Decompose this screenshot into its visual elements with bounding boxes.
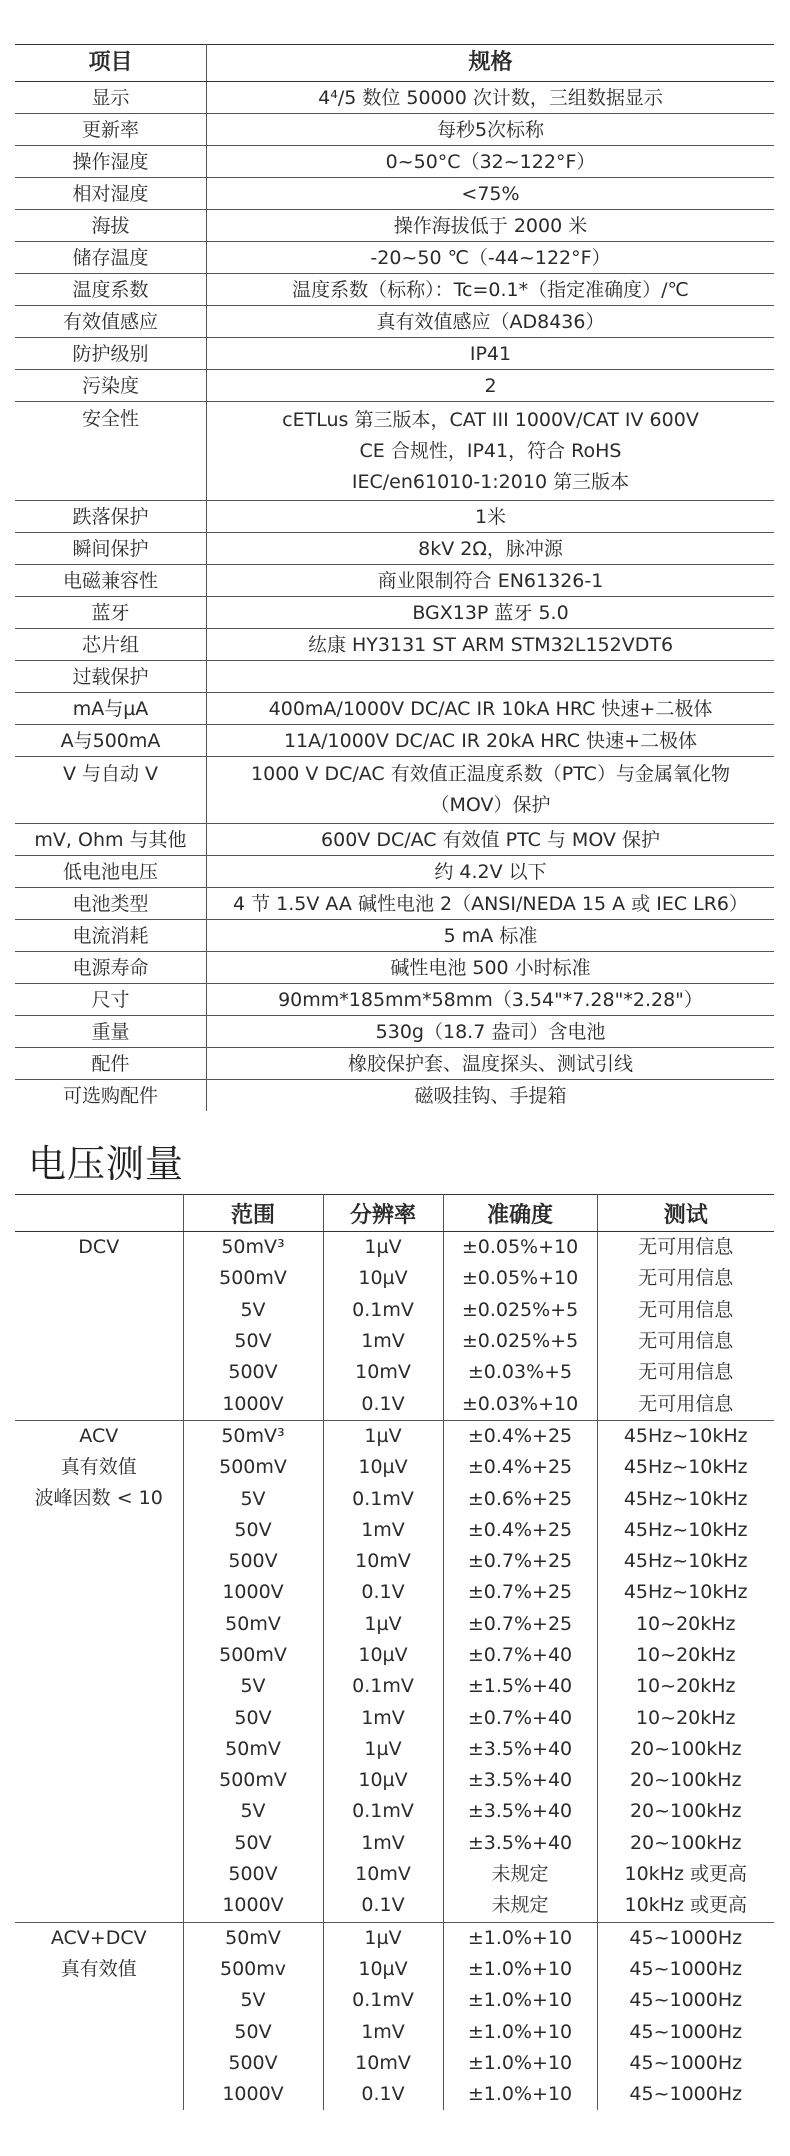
measure-accuracy: ±0.05%+10 xyxy=(443,1232,597,1264)
spec-value-line: 2 xyxy=(484,374,497,397)
measure-test: 45~1000Hz xyxy=(629,2020,743,2043)
measure-test: 10~20kHz xyxy=(635,1612,736,1635)
measure-range: 50V xyxy=(183,1515,323,1546)
measure-range: 1000V xyxy=(183,1577,323,1608)
measure-accuracy: ±1.0%+10 xyxy=(443,1922,597,1954)
measure-accuracy: ±1.0%+10 xyxy=(443,2016,597,2047)
spec-value-line: 11A/1000V DC/AC IR 20kA HRC 快速+二极体 xyxy=(283,729,698,752)
spec-item-value xyxy=(207,402,775,501)
measure-test: 45Hz~10kHz xyxy=(623,1456,748,1479)
spec-value-line: 真有效值感应（AD8436） xyxy=(376,310,605,333)
spec-value-line: IP41 xyxy=(469,342,512,365)
spec-item-label: 储存温度 xyxy=(15,242,207,274)
measure-resolution: 0.1V xyxy=(323,1577,443,1608)
spec-item-label: 海拔 xyxy=(15,210,207,242)
spec-value-line: IEC/en61010-1:2010 第三版本 xyxy=(351,470,630,493)
spec-header-row xyxy=(15,45,774,82)
measure-resolution: 0.1V xyxy=(323,2079,443,2110)
measure-accuracy: ±1.0%+10 xyxy=(443,2079,597,2110)
measure-header-accuracy: 准确度 xyxy=(443,1195,597,1232)
spec-item-label: 电源寿命 xyxy=(15,952,207,984)
measure-test: 无可用信息 xyxy=(638,1361,734,1384)
measure-range: 500mV xyxy=(183,1765,323,1796)
spec-item-value xyxy=(207,306,775,338)
measure-resolution: 1µV xyxy=(323,1922,443,1954)
measure-test: 10~20kHz xyxy=(635,1644,736,1666)
measure-test: 45~1000Hz xyxy=(629,1957,743,1980)
spec-item-value xyxy=(207,984,775,1016)
measure-accuracy: ±3.5%+40 xyxy=(443,1734,597,1765)
measure-test: 45Hz~10kHz xyxy=(623,1487,748,1510)
measure-range: 5V xyxy=(183,1671,323,1702)
spec-item-label: 有效值感应 xyxy=(15,306,207,338)
spec-item-label: 温度系数 xyxy=(15,274,207,306)
measure-range: 500mV xyxy=(183,1640,323,1671)
spec-row xyxy=(15,306,774,338)
measure-resolution: 1mV xyxy=(323,1702,443,1733)
spec-value-line: 约 4.2V 以下 xyxy=(434,860,547,883)
spec-row xyxy=(15,1080,774,1112)
measure-range: 500mV xyxy=(183,1452,323,1483)
spec-value-line: CE 合规性，IP41，符合 RoHS xyxy=(359,439,622,462)
measure-range: 1000V xyxy=(183,1388,323,1420)
spec-item-value xyxy=(207,565,775,597)
measure-resolution: 1µV xyxy=(323,1232,443,1264)
measure-range: 50mV xyxy=(183,1922,323,1954)
measure-range: 50V xyxy=(183,1326,323,1357)
measure-range: 500V xyxy=(183,2048,323,2079)
measure-resolution: 1mV xyxy=(323,1515,443,1546)
measure-accuracy: ±3.5%+40 xyxy=(443,1765,597,1796)
spec-item-value xyxy=(207,338,775,370)
spec-row xyxy=(15,501,774,533)
measure-function-label xyxy=(15,1232,183,1421)
function-label-line: 真有效值 xyxy=(60,1455,137,1478)
spec-header-spec: 规格 xyxy=(207,45,775,82)
spec-item-value xyxy=(207,1080,775,1112)
measure-range: 500V xyxy=(183,1859,323,1890)
spec-value-line: 4 节 1.5V AA 碱性电池 2（ANSI/NEDA 15 A 或 IEC LR6） xyxy=(232,892,749,915)
measure-test: 10~20kHz xyxy=(635,1675,736,1698)
spec-item-value xyxy=(207,597,775,629)
spec-item-label: 防护级别 xyxy=(15,338,207,370)
spec-item-value xyxy=(207,242,775,274)
spec-item-value xyxy=(207,274,775,306)
spec-item-value xyxy=(207,533,775,565)
spec-row xyxy=(15,178,774,210)
measure-resolution: 10µV xyxy=(323,1765,443,1796)
measure-range: 5V xyxy=(183,1985,323,2016)
measure-accuracy: ±1.5%+40 xyxy=(443,1671,597,1702)
spec-item-value xyxy=(207,146,775,178)
measure-row xyxy=(15,1420,774,1452)
measure-test: 20~100kHz xyxy=(629,1769,742,1792)
spec-item-value xyxy=(207,856,775,888)
measure-range: 50mV xyxy=(183,1734,323,1765)
measure-accuracy: ±0.7%+25 xyxy=(443,1609,597,1640)
measure-resolution: 10mV xyxy=(323,2048,443,2079)
measure-accuracy: 未规定 xyxy=(443,1859,597,1890)
measure-accuracy: ±0.03%+10 xyxy=(443,1388,597,1420)
measure-resolution: 10µV xyxy=(323,1954,443,1985)
function-label-line: ACV xyxy=(79,1424,119,1447)
spec-value-line: 1000 V DC/AC 有效值正温度系数（PTC）与金属氧化物 xyxy=(251,763,730,785)
measure-test: 20~100kHz xyxy=(629,1737,742,1760)
measure-test: 10kHz 或更高 xyxy=(624,1894,747,1917)
spec-value-line: 600V DC/AC 有效值 PTC 与 MOV 保护 xyxy=(321,828,660,851)
measure-resolution: 10µV xyxy=(323,1263,443,1294)
spec-row xyxy=(15,402,774,501)
measure-accuracy: ±0.4%+25 xyxy=(443,1452,597,1483)
spec-row xyxy=(15,82,774,114)
spec-row xyxy=(15,597,774,629)
spec-item-label: 蓝牙 xyxy=(15,597,207,629)
spec-row xyxy=(15,242,774,274)
measure-test: 20~100kHz xyxy=(629,1800,742,1823)
spec-value-line: 400mA/1000V DC/AC IR 10kA HRC 快速+二极体 xyxy=(268,697,713,720)
spec-item-value xyxy=(207,114,775,146)
measure-resolution: 1mV xyxy=(323,1326,443,1357)
spec-item-label: 尺寸 xyxy=(15,984,207,1016)
measure-resolution: 0.1V xyxy=(323,1388,443,1420)
measure-resolution: 10µV xyxy=(323,1640,443,1671)
spec-item-label: A与500mA xyxy=(15,725,207,757)
measure-accuracy: ±0.4%+25 xyxy=(443,1420,597,1452)
measure-row xyxy=(15,1232,774,1264)
function-label-line: DCV xyxy=(78,1236,120,1258)
measure-test: 45~1000Hz xyxy=(597,1922,774,1954)
spec-item-value xyxy=(207,370,775,402)
measure-test: 无可用信息 xyxy=(638,1236,734,1259)
measure-accuracy: ±0.7%+40 xyxy=(443,1640,597,1671)
spec-item-label: mV, Ohm 与其他 xyxy=(15,824,207,856)
measure-range: 500V xyxy=(183,1357,323,1388)
spec-item-value xyxy=(207,725,775,757)
measure-range: 50mV xyxy=(183,1609,323,1640)
spec-item-value xyxy=(207,757,775,824)
measure-range: 500mv xyxy=(183,1954,323,1985)
measure-header-function xyxy=(15,1195,183,1232)
spec-item-value xyxy=(207,1048,775,1080)
spec-item-label: 可选购配件 xyxy=(15,1080,207,1112)
measure-resolution: 0.1mV xyxy=(323,1671,443,1702)
spec-row xyxy=(15,146,774,178)
spec-item-label: 电池类型 xyxy=(15,888,207,920)
spec-row xyxy=(15,1048,774,1080)
spec-row xyxy=(15,856,774,888)
spec-value-line: cETLus 第三版本，CAT III 1000V/CAT IV 600V xyxy=(282,408,699,431)
spec-item-label: 显示 xyxy=(15,82,207,114)
measure-range: 5V xyxy=(183,1295,323,1326)
spec-row xyxy=(15,565,774,597)
measure-test: 45~1000Hz xyxy=(629,1989,743,2012)
measure-resolution: 0.1V xyxy=(323,1890,443,1922)
measure-range: 5V xyxy=(183,1483,323,1514)
spec-value-line: 0~50°C（32~122°F） xyxy=(385,150,596,173)
measure-accuracy: ±0.4%+25 xyxy=(443,1515,597,1546)
spec-item-value xyxy=(207,210,775,242)
spec-value-line: <75% xyxy=(461,182,520,205)
measure-test: 无可用信息 xyxy=(638,1298,734,1321)
measure-range: 1000V xyxy=(183,2079,323,2110)
measure-resolution: 0.1mV xyxy=(323,1295,443,1326)
measure-test: 无可用信息 xyxy=(638,1330,734,1353)
measure-range: 50mV³ xyxy=(183,1232,323,1264)
measure-resolution: 1mV xyxy=(323,1828,443,1859)
measure-function-label xyxy=(15,1420,183,1922)
spec-row xyxy=(15,370,774,402)
measure-resolution: 0.1mV xyxy=(323,1985,443,2016)
spec-row xyxy=(15,1016,774,1048)
spec-header-item: 项目 xyxy=(15,45,207,82)
spec-row xyxy=(15,629,774,661)
measure-test: 10~20kHz xyxy=(635,1706,736,1729)
spec-value-line: 5 mA 标准 xyxy=(443,924,538,947)
measure-range: 50V xyxy=(183,2016,323,2047)
spec-item-value xyxy=(207,1016,775,1048)
measure-test: 45~1000Hz xyxy=(629,2083,743,2106)
spec-value-line: （MOV）保护 xyxy=(430,794,551,816)
spec-row xyxy=(15,888,774,920)
spec-item-label: 更新率 xyxy=(15,114,207,146)
measure-header-test: 测试 xyxy=(597,1195,774,1232)
measure-accuracy: ±0.6%+25 xyxy=(443,1483,597,1514)
spec-item-value xyxy=(207,888,775,920)
spec-row xyxy=(15,661,774,693)
spec-item-value xyxy=(207,82,775,114)
spec-item-label: 瞬间保护 xyxy=(15,533,207,565)
measure-test: 20~100kHz xyxy=(629,1831,742,1854)
spec-row xyxy=(15,693,774,725)
spec-value-line: 530g（18.7 盎司）含电池 xyxy=(375,1020,606,1043)
spec-item-label: 重量 xyxy=(15,1016,207,1048)
spec-value-line: 温度系数（标称）：Tc=0.1*（指定准确度）/℃ xyxy=(292,278,689,301)
spec-item-label: 跌落保护 xyxy=(15,501,207,533)
spec-row xyxy=(15,920,774,952)
spec-table xyxy=(15,44,774,1111)
measure-test: 45Hz~10kHz xyxy=(597,1420,774,1452)
spec-row xyxy=(15,533,774,565)
measure-resolution: 0.1mV xyxy=(323,1483,443,1514)
spec-item-label: 低电池电压 xyxy=(15,856,207,888)
spec-row xyxy=(15,725,774,757)
measure-accuracy: ±3.5%+40 xyxy=(443,1796,597,1827)
spec-item-label: 电流消耗 xyxy=(15,920,207,952)
voltage-measurement-table xyxy=(15,1194,774,2110)
spec-row xyxy=(15,210,774,242)
measure-resolution: 0.1mV xyxy=(323,1796,443,1827)
spec-value-line: BGX13P 蓝牙 5.0 xyxy=(412,601,569,624)
measure-resolution: 10mV xyxy=(323,1357,443,1388)
measure-accuracy: ±0.025%+5 xyxy=(443,1326,597,1357)
spec-row xyxy=(15,824,774,856)
measure-test: 45Hz~10kHz xyxy=(623,1550,748,1573)
function-label-line: 波峰因数 < 10 xyxy=(34,1486,163,1509)
spec-row xyxy=(15,274,774,306)
spec-item-label: mA与µA xyxy=(15,693,207,725)
spec-item-value xyxy=(207,952,775,984)
measure-accuracy: ±0.7%+25 xyxy=(443,1546,597,1577)
spec-value-line: 橡胶保护套、温度探头、测试引线 xyxy=(347,1052,633,1075)
measure-range: 50mV³ xyxy=(183,1420,323,1452)
spec-row xyxy=(15,338,774,370)
measure-range: 1000V xyxy=(183,1890,323,1922)
measure-resolution: 10mV xyxy=(323,1546,443,1577)
measure-accuracy: ±0.7%+40 xyxy=(443,1702,597,1733)
measure-header-row xyxy=(15,1195,774,1232)
measure-accuracy: ±0.7%+25 xyxy=(443,1577,597,1608)
spec-item-value xyxy=(207,629,775,661)
spec-value-line: 4⁴/5 数位 50000 次计数，三组数据显示 xyxy=(318,86,663,109)
measure-resolution: 1mV xyxy=(323,2016,443,2047)
measure-test: 45Hz~10kHz xyxy=(623,1581,748,1604)
spec-body xyxy=(15,82,774,1112)
spec-item-label: 电磁兼容性 xyxy=(15,565,207,597)
measure-test: 45~1000Hz xyxy=(629,2051,743,2074)
spec-value-line: 商业限制符合 EN61326-1 xyxy=(377,569,604,592)
measure-header-resolution: 分辨率 xyxy=(323,1195,443,1232)
spec-value-line: 纮康 HY3131 ST ARM STM32L152VDT6 xyxy=(307,633,674,656)
function-label-line: 真有效值 xyxy=(60,1957,137,1980)
spec-item-value xyxy=(207,178,775,210)
spec-item-label: 安全性 xyxy=(15,402,207,501)
spec-item-value xyxy=(207,920,775,952)
measure-accuracy: ±0.03%+5 xyxy=(443,1357,597,1388)
spec-row xyxy=(15,952,774,984)
spec-value-line: -20~50 ℃（-44~122°F） xyxy=(370,246,611,269)
measure-range: 500V xyxy=(183,1546,323,1577)
spec-row xyxy=(15,984,774,1016)
measure-header-range: 范围 xyxy=(183,1195,323,1232)
spec-item-label: 污染度 xyxy=(15,370,207,402)
measure-resolution: 1µV xyxy=(323,1609,443,1640)
measure-accuracy: ±0.05%+10 xyxy=(443,1263,597,1294)
spec-value-line: 磁吸挂钩、手提箱 xyxy=(414,1084,567,1107)
spec-value-line: 1米 xyxy=(474,505,507,528)
measure-range: 500mV xyxy=(183,1263,323,1294)
spec-item-label: 芯片组 xyxy=(15,629,207,661)
section-title: 电压测量 xyxy=(28,1142,185,1186)
spec-item-label: 配件 xyxy=(15,1048,207,1080)
spec-row xyxy=(15,114,774,146)
measure-range: 5V xyxy=(183,1796,323,1827)
spec-item-label: V 与自动 V xyxy=(15,757,207,824)
measure-accuracy: ±1.0%+10 xyxy=(443,2048,597,2079)
measure-accuracy: ±1.0%+10 xyxy=(443,1954,597,1985)
measure-resolution: 10µV xyxy=(323,1452,443,1483)
spec-item-value xyxy=(207,661,775,693)
spec-value-line: 操作海拔低于 2000 米 xyxy=(393,214,588,237)
spec-item-value xyxy=(207,501,775,533)
spec-item-value xyxy=(207,693,775,725)
spec-item-label: 操作湿度 xyxy=(15,146,207,178)
measure-row xyxy=(15,1922,774,1954)
measure-resolution: 1µV xyxy=(323,1420,443,1452)
measure-range: 50V xyxy=(183,1702,323,1733)
measure-test: 45Hz~10kHz xyxy=(623,1518,748,1541)
measure-function-label xyxy=(15,1922,183,2110)
spec-value-line: 8kV 2Ω，脉冲源 xyxy=(418,537,563,560)
function-label-line: ACV+DCV xyxy=(50,1926,147,1949)
measure-test: 10kHz 或更高 xyxy=(624,1863,747,1886)
measure-resolution: 1µV xyxy=(323,1734,443,1765)
measure-accuracy: ±1.0%+10 xyxy=(443,1985,597,2016)
spec-value-line: 90mm*185mm*58mm（3.54"*7.28"*2.28"） xyxy=(278,988,703,1011)
spec-item-value xyxy=(207,824,775,856)
measure-accuracy: 未规定 xyxy=(443,1890,597,1922)
measure-range: 50V xyxy=(183,1828,323,1859)
spec-value-line: 每秒5次标称 xyxy=(436,118,545,141)
spec-item-label: 相对湿度 xyxy=(15,178,207,210)
spec-row xyxy=(15,757,774,824)
measure-resolution: 10mV xyxy=(323,1859,443,1890)
spec-value-line: 碱性电池 500 小时标准 xyxy=(390,956,591,979)
spec-item-label: 过载保护 xyxy=(15,661,207,693)
measure-body xyxy=(15,1232,774,2111)
measure-test: 无可用信息 xyxy=(638,1392,734,1415)
measure-test: 无可用信息 xyxy=(638,1267,734,1290)
measure-accuracy: ±0.025%+5 xyxy=(443,1295,597,1326)
measure-accuracy: ±3.5%+40 xyxy=(443,1828,597,1859)
